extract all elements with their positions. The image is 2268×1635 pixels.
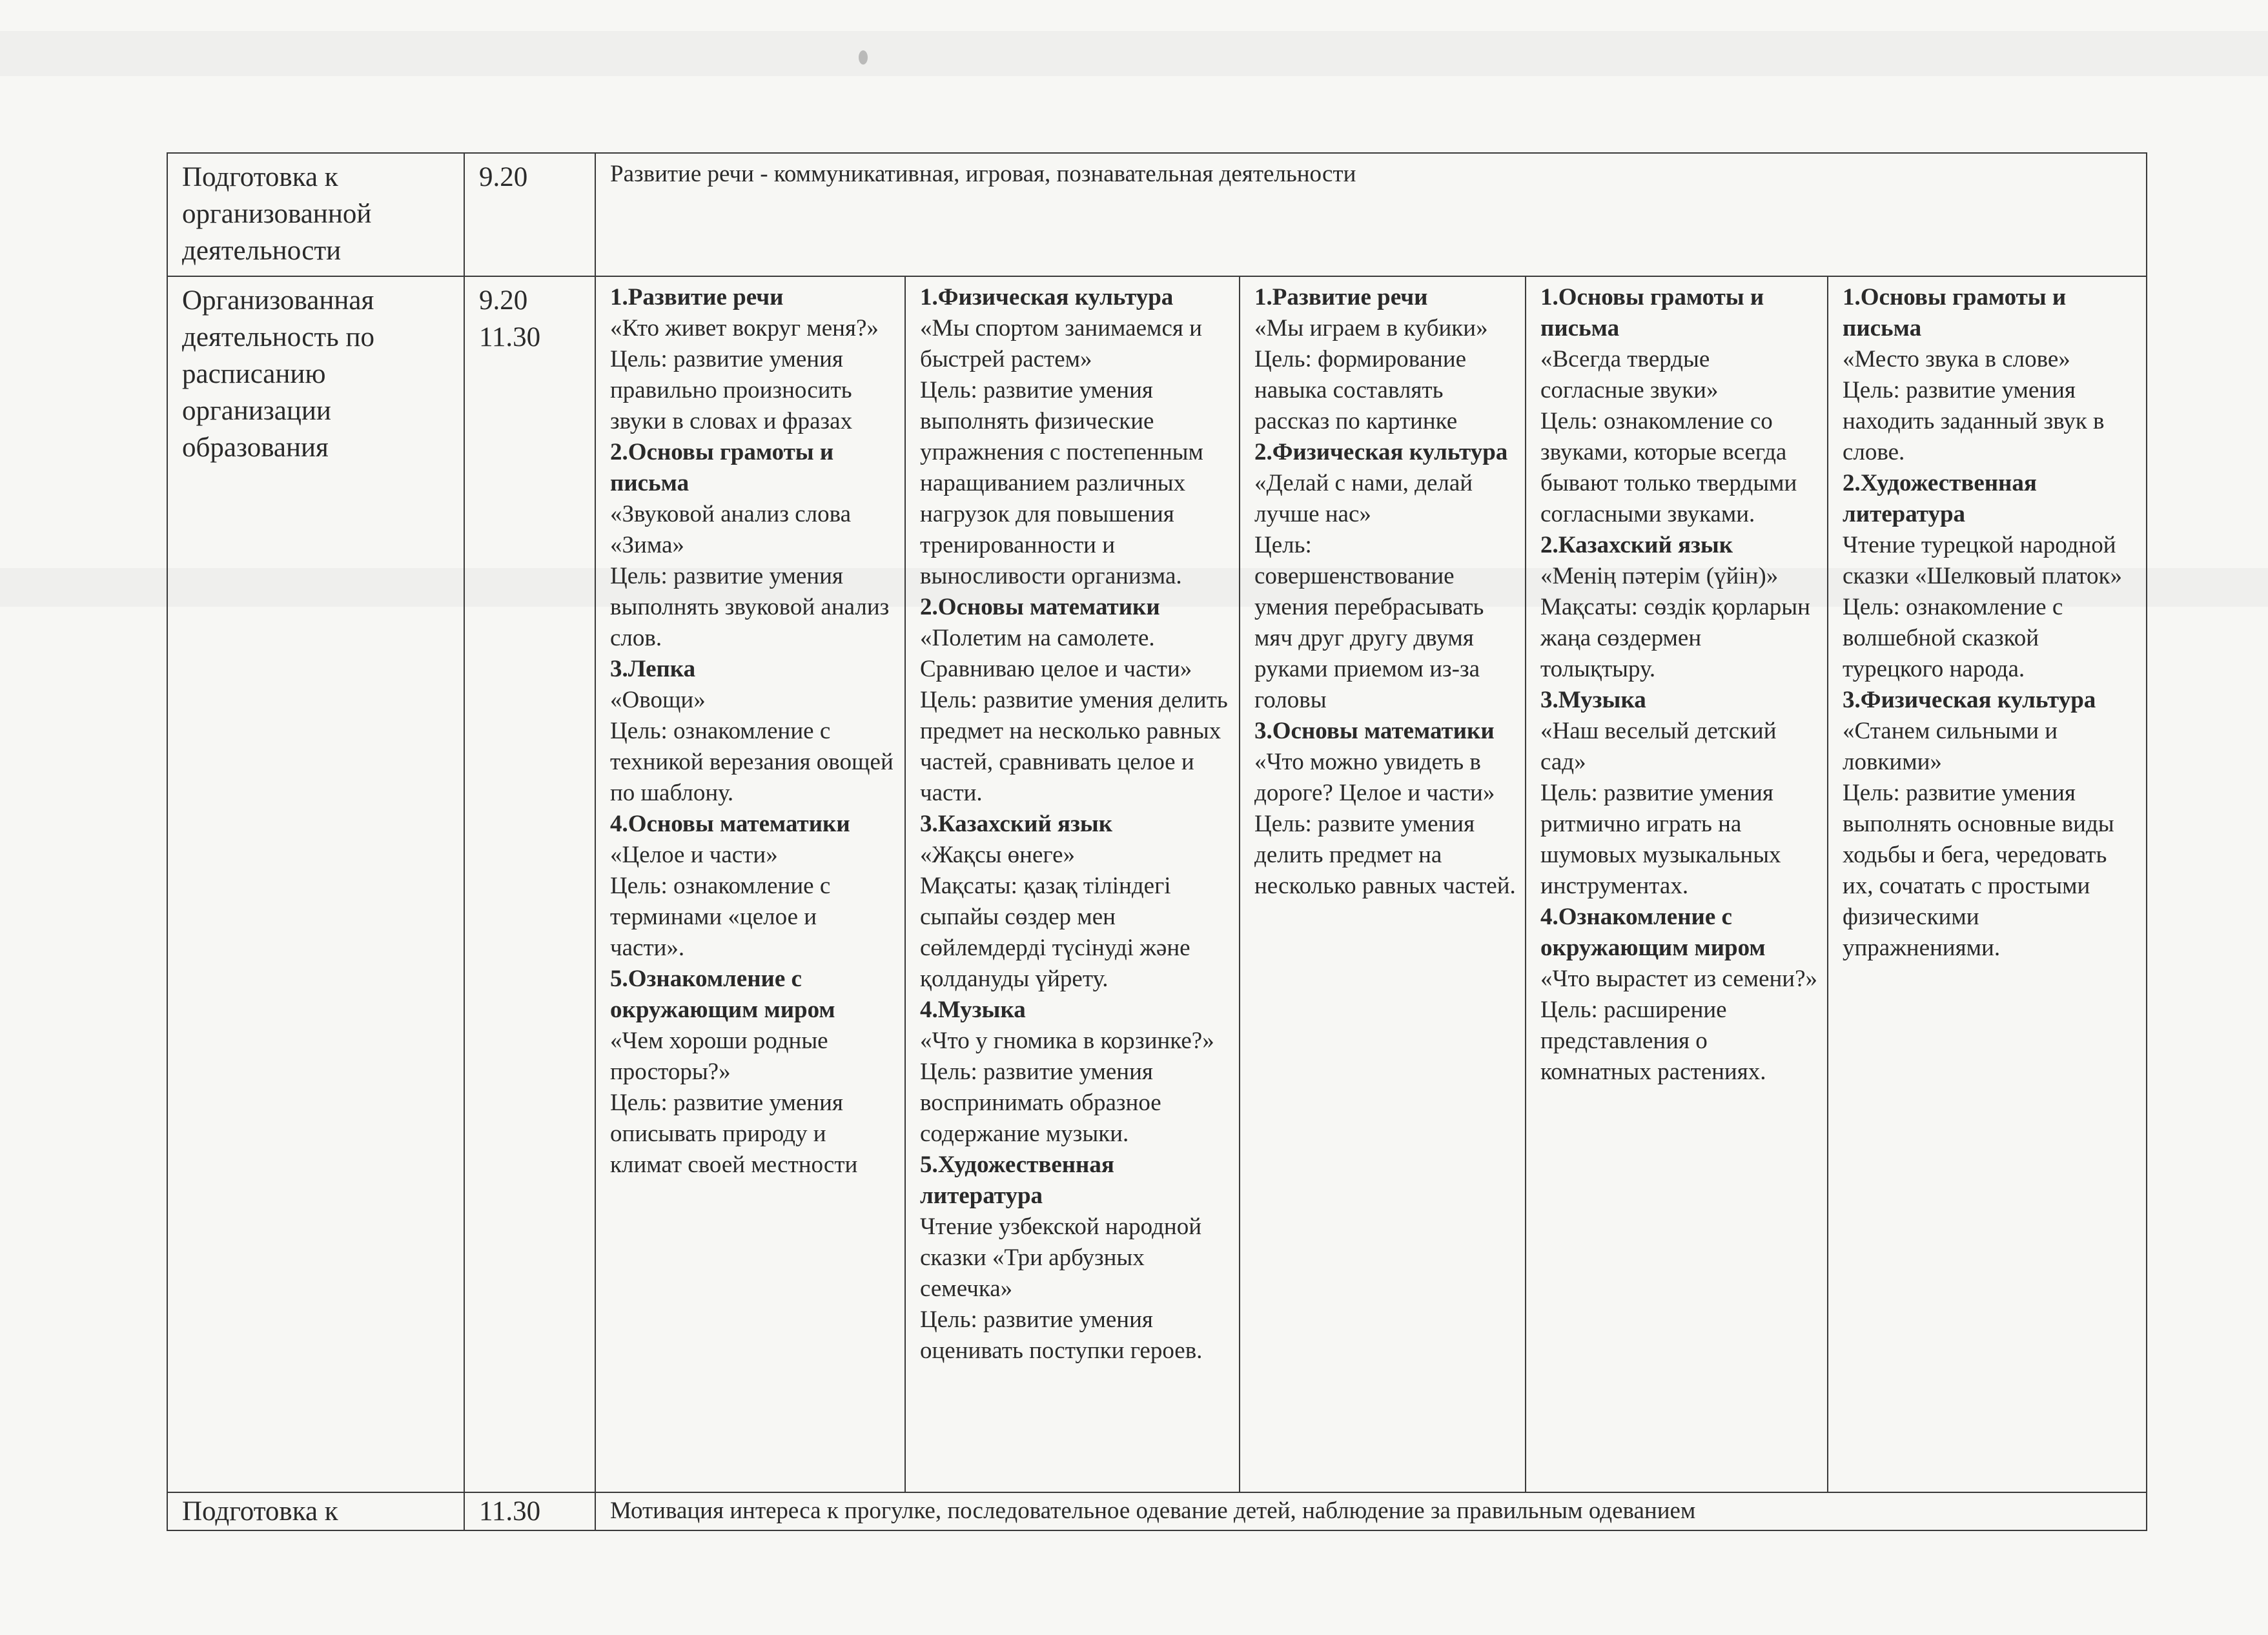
- activity-title: 2.Основы грамоты и письма: [610, 439, 834, 496]
- activity-text: Цель: развитие умения оценивать поступки героев.: [920, 1306, 1203, 1364]
- activity-text: Цель: формирование навыка составлять рассказ по картинке: [1254, 346, 1467, 434]
- activity-title: 3.Основы математики: [1254, 718, 1495, 744]
- activity-block: [1540, 530, 1818, 685]
- activity-block: [1540, 685, 1818, 902]
- activity-text: «Что у гномика в корзинке?»: [920, 1028, 1214, 1054]
- time-cell: [464, 276, 595, 1492]
- activity-text: Цель: ознакомление со звуками, которые всегда бывают только твердыми согласными звуками.: [1540, 408, 1797, 527]
- activity-text: «Место звука в слове»: [1843, 346, 2070, 372]
- activity-block: [1843, 468, 2137, 685]
- activity-text: «Станем сильными и ловкими»: [1843, 718, 2058, 775]
- activity-block: [610, 964, 895, 1181]
- activity-block: [1540, 282, 1818, 530]
- activity-text: Мақсаты: сөздік қорларын жаңа сөздермен толықтыру.: [1540, 594, 1810, 682]
- activity-block: [610, 437, 895, 654]
- activity-title: 3.Казахский язык: [920, 811, 1113, 837]
- section-cell: Организованная деятельность по расписанию организации образования: [167, 276, 464, 1492]
- activity-text: Цель: развитие умения выполнять основные виды ходьбы и бега, чередовать их, сочатать с простыми физическими упражнениями.: [1843, 780, 2114, 961]
- activity-title: 4.Ознакомление с окружающим миром: [1540, 904, 1766, 961]
- activity-description-cell: Развитие речи - коммуникативная, игровая, познавательная деятельности: [595, 153, 2147, 276]
- activity-block: [610, 809, 895, 964]
- activity-title: 2.Казахский язык: [1540, 532, 1733, 558]
- activity-title: 1.Развитие речи: [1254, 284, 1428, 310]
- activity-text: «Чем хороши родные просторы?»: [610, 1028, 828, 1085]
- activity-title: 3.Лепка: [610, 656, 696, 682]
- activity-text: Цель: развите умения делить предмет на несколько равных частей.: [1254, 811, 1516, 899]
- activity-text: «Что вырастет из семени?»: [1540, 966, 1817, 992]
- activity-text: «Жақсы өнеге»: [920, 842, 1075, 868]
- activity-title: 4.Музыка: [920, 997, 1026, 1023]
- activity-title: 5.Художественная литература: [920, 1152, 1114, 1209]
- activity-text: «Кто живет вокруг меня?»: [610, 315, 879, 341]
- activity-block: [610, 654, 895, 809]
- activity-text: «Полетим на самолете. Сравниваю целое и части»: [920, 625, 1192, 682]
- scan-artifact-band: [0, 31, 2268, 76]
- activity-text: Цель: совершенствование умения перебрасывать мяч друг другу двумя руками приемом из-за головы: [1254, 532, 1484, 713]
- activity-text: Цель: развитие умения описывать природу и климат своей местности: [610, 1090, 858, 1178]
- day-cell-3: [1240, 276, 1526, 1492]
- activity-block: [1254, 437, 1516, 716]
- activity-title: 1.Развитие речи: [610, 284, 784, 310]
- activity-text: Цель: развитие умения правильно произносить звуки в словах и фразах: [610, 346, 853, 434]
- activity-block: [1540, 902, 1818, 1088]
- activity-text: Цель: развитие умения выполнять физические упражнения с постепенным наращиванием различных нагрузок для повышения тренированности и выносливости организма.: [920, 377, 1203, 589]
- activity-block: [920, 995, 1230, 1150]
- activity-title: 3.Музыка: [1540, 687, 1646, 713]
- activity-text: «Овощи»: [610, 687, 706, 713]
- section-cell: Подготовка к: [167, 1492, 464, 1530]
- activity-text: «Делай с нами, делай лучше нас»: [1254, 470, 1473, 527]
- activity-title: 1.Основы грамоты и письма: [1540, 284, 1764, 341]
- activity-block: [920, 809, 1230, 995]
- activity-block: [1843, 685, 2137, 964]
- activity-text: Цель: развитие умения делить предмет на несколько равных частей, сравнивать целое и части.: [920, 687, 1228, 806]
- activity-text: «Мы играем в кубики»: [1254, 315, 1488, 341]
- activity-text: Цель: ознакомление с терминами «целое и части».: [610, 873, 831, 961]
- activity-text: Цель: ознакомление с волшебной сказкой турецкого народа.: [1843, 594, 2063, 682]
- activity-text: Цель: развитие умения ритмично играть на шумовых музыкальных инструментах.: [1540, 780, 1781, 899]
- activity-block: [1254, 716, 1516, 902]
- day-cell-1: [595, 276, 905, 1492]
- activity-title: 4.Основы математики: [610, 811, 850, 837]
- table-row-walk-prep: [167, 1492, 2147, 1530]
- activity-block: [920, 592, 1230, 809]
- activity-text: «Целое и части»: [610, 842, 778, 868]
- activity-text: Чтение узбекской народной сказки «Три арбузных семечка»: [920, 1214, 1201, 1302]
- activity-text: Мақсаты: қазақ тіліндегі сыпайы сөздер мен сөйлемдерді түсінуді және қолдануды үйрету.: [920, 873, 1190, 992]
- time-end: 11.30: [479, 322, 541, 352]
- activity-title: 5.Ознакомление с окружающим миром: [610, 966, 835, 1023]
- time-start: 9.20: [479, 285, 528, 316]
- activity-block: [610, 282, 895, 437]
- schedule-table: [167, 152, 2147, 1531]
- activity-text: «Звуковой анализ слова «Зима»: [610, 501, 851, 558]
- activity-text: Цель: развитие умения находить заданный звук в слове.: [1843, 377, 2105, 465]
- activity-text: Цель: развитие умения воспринимать образное содержание музыки.: [920, 1059, 1161, 1147]
- activity-title: 2.Основы математики: [920, 594, 1160, 620]
- activity-text: Цель: развитие умения выполнять звуковой анализ слов.: [610, 563, 890, 651]
- table-row-organized-activity: [167, 276, 2147, 1492]
- day-cell-4: [1526, 276, 1828, 1492]
- activity-text: «Менің пәтерім (үйін)»: [1540, 563, 1779, 589]
- time-cell: 9.20: [464, 153, 595, 276]
- activity-block: [1254, 282, 1516, 437]
- activity-block: [920, 1150, 1230, 1366]
- activity-text: «Наш веселый детский сад»: [1540, 718, 1777, 775]
- section-cell: Подготовка к организованной деятельности: [167, 153, 464, 276]
- activity-text: «Что можно увидеть в дороге? Целое и части»: [1254, 749, 1495, 806]
- activity-block: [1843, 282, 2137, 468]
- scan-artifact-dot: [859, 50, 868, 65]
- activity-text: «Всегда твердые согласные звуки»: [1540, 346, 1719, 403]
- activity-text: Цель: ознакомление с техникой верезания овощей по шаблону.: [610, 718, 894, 806]
- activity-text: Цель: расширение представления о комнатных растениях.: [1540, 997, 1766, 1085]
- activity-title: 1.Основы грамоты и письма: [1843, 284, 2067, 341]
- time-cell: 11.30: [464, 1492, 595, 1530]
- day-cell-2: [905, 276, 1240, 1492]
- activity-title: 2.Художественная литература: [1843, 470, 2037, 527]
- activity-text: Чтение турецкой народной сказки «Шелковый платок»: [1843, 532, 2122, 589]
- activity-text: «Мы спортом занимаемся и быстрей растем»: [920, 315, 1202, 372]
- activity-block: [920, 282, 1230, 592]
- table-row-prep: [167, 153, 2147, 276]
- day-cell-5: [1828, 276, 2147, 1492]
- activity-title: 1.Физическая культура: [920, 284, 1174, 310]
- activity-title: 2.Физическая культура: [1254, 439, 1508, 465]
- activity-description-cell: Мотивация интереса к прогулке, последовательное одевание детей, наблюдение за правильным одеванием: [595, 1492, 2147, 1530]
- activity-title: 3.Физическая культура: [1843, 687, 2096, 713]
